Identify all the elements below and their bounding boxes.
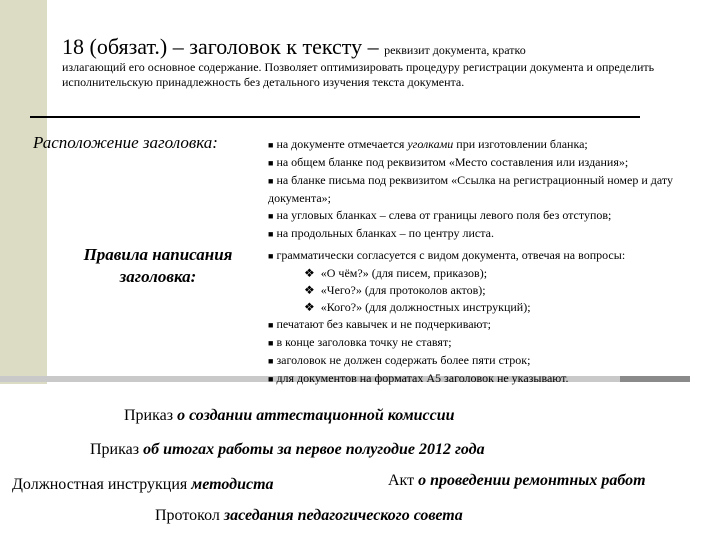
example-act: Акт о проведении ремонтных работ bbox=[388, 472, 646, 489]
square-bullet-icon: ■ bbox=[268, 229, 274, 239]
list-item: ■ в конце заголовка точку не ставят; bbox=[268, 335, 452, 349]
list-item: ■ грамматически согласуется с видом документа, отвечая на вопросы: bbox=[268, 248, 626, 262]
list-item: ■ на общем бланке под реквизитом «Место составления или издания»; bbox=[268, 155, 629, 169]
diamond-bullet-icon: ❖ bbox=[304, 283, 315, 297]
list-item: ■ на продольных бланках – по центру листа. bbox=[268, 226, 494, 240]
sub-list-item: ❖ «О чём?» (для писем, приказов); bbox=[304, 266, 488, 280]
example-protocol: Протокол заседания педагогического совета bbox=[155, 507, 463, 524]
square-bullet-icon: ■ bbox=[268, 320, 274, 330]
sub-list-item: ❖ «Кого?» (для должностных инструкций); bbox=[304, 300, 531, 314]
title-divider bbox=[30, 116, 640, 118]
example-job-description: Должностная инструкция методиста bbox=[12, 476, 274, 493]
square-bullet-icon: ■ bbox=[268, 158, 274, 168]
list-item: ■ на угловых бланках – слева от границы левого поля без отступов; bbox=[268, 208, 612, 222]
placement-list bbox=[268, 136, 708, 243]
list-item: ■ на документе отмечается уголками при изготовлении бланка; bbox=[268, 137, 588, 151]
square-bullet-icon: ■ bbox=[268, 211, 274, 221]
rules-list bbox=[268, 247, 708, 388]
rules-label: Правила написания заголовка: bbox=[83, 245, 233, 286]
emphasis-text: уголками bbox=[407, 137, 454, 151]
square-bullet-icon: ■ bbox=[268, 356, 274, 366]
slide-title bbox=[62, 34, 526, 63]
diamond-bullet-icon: ❖ bbox=[304, 300, 315, 314]
square-bullet-icon: ■ bbox=[268, 338, 274, 348]
diamond-bullet-icon: ❖ bbox=[304, 266, 315, 280]
placement-label: Расположение заголовка: bbox=[33, 133, 218, 152]
list-item: ■ для документов на форматах А5 заголовок не указывают. bbox=[268, 371, 569, 385]
sub-list-item: ❖ «Чего?» (для протоколов актов); bbox=[304, 283, 486, 297]
square-bullet-icon: ■ bbox=[268, 374, 274, 384]
square-bullet-icon: ■ bbox=[268, 176, 274, 186]
left-decorative-band bbox=[0, 0, 47, 384]
list-item: ■ заголовок не должен содержать более пяти строк; bbox=[268, 353, 531, 367]
intro-text: излагающий его основное содержание. Позволяет оптимизировать процедуру регистрации документа и определить исполнительскую принадлежность без детального изучения текста документа. bbox=[62, 60, 655, 89]
example-order-commission: Приказ о создании аттестационной комиссии bbox=[124, 407, 455, 424]
list-item: ■ печатают без кавычек и не подчеркивают; bbox=[268, 317, 491, 331]
title-main: 18 (обязат.) – заголовок к тексту – bbox=[62, 34, 385, 59]
square-bullet-icon: ■ bbox=[268, 140, 274, 150]
title-requisite: реквизит документа, кратко bbox=[384, 43, 526, 57]
list-item: ■ на бланке письма под реквизитом «Ссылка на регистрационный номер и дату документа»; bbox=[268, 173, 673, 205]
example-order-results: Приказ об итогах работы за первое полугодие 2012 года bbox=[90, 441, 485, 458]
square-bullet-icon: ■ bbox=[268, 251, 274, 261]
